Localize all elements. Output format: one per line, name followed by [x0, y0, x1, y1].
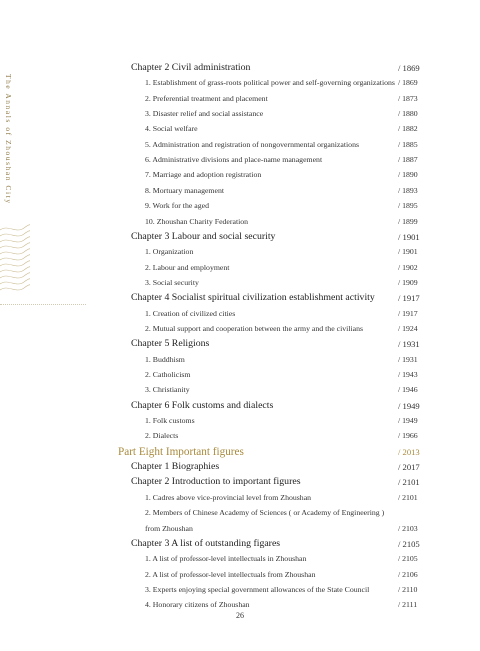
toc-entry-page: / 2106 — [398, 569, 418, 579]
toc-entry-title: 2. Labour and employment — [145, 262, 230, 272]
toc-entry-title: 3. Social security — [145, 277, 199, 287]
toc-entry-page: / 1917 — [398, 293, 420, 304]
toc-section-row[interactable] — [0, 428, 480, 444]
toc-entry-title: 1. Establishment of grass-roots political power and self-governing organizations — [145, 78, 395, 88]
toc-section-row[interactable] — [0, 75, 480, 91]
toc-section-row[interactable] — [0, 321, 480, 337]
toc-entry-page: / 1902 — [398, 262, 418, 272]
toc-entry-page: / 1887 — [398, 155, 418, 165]
toc-entry-page: / 2105 — [398, 538, 420, 549]
toc-chapter-row[interactable] — [0, 229, 480, 245]
toc-entry-title: 1. Organization — [145, 247, 194, 257]
toc-entry-title: Chapter 2 Civil administration — [131, 62, 251, 73]
toc-entry-title: 4. Honorary citizens of Zhoushan — [145, 600, 250, 610]
page-number: 26 — [236, 611, 244, 620]
toc-entry-title: 1. Buddhism — [145, 354, 185, 364]
toc-entry-page: / 1882 — [398, 124, 418, 134]
toc-entry-title: Part Eight Important figures — [118, 445, 244, 458]
toc-entry-page: / 2101 — [398, 492, 418, 502]
toc-section-row[interactable] — [0, 91, 480, 107]
toc-entry-title: 1. Creation of civilized cities — [145, 308, 236, 318]
toc-section-row[interactable] — [0, 551, 480, 567]
toc-section-row[interactable] — [0, 567, 480, 583]
toc-entry-title: 1. A list of professor-level intellectuals in Zhoushan — [145, 554, 307, 564]
toc-entry-page: / 1966 — [398, 431, 418, 441]
toc-entry-title: 2. Dialects — [145, 431, 179, 441]
toc-entry-title: 5. Administration and registration of nongovernmental organizations — [145, 139, 360, 149]
toc-entry-page: / 2103 — [398, 523, 418, 533]
toc-section-row[interactable] — [0, 152, 480, 168]
toc-entry-page: / 1943 — [398, 370, 418, 379]
toc-entry-page: / 2110 — [398, 584, 418, 594]
toc-entry-page: / 1895 — [398, 201, 418, 211]
toc-section-row[interactable] — [0, 382, 480, 398]
toc-entry-title: 1. Folk customs — [145, 416, 195, 426]
toc-entry-title: 6. Administrative divisions and place-name management — [145, 155, 323, 165]
toc-section-row[interactable] — [0, 137, 480, 153]
toc-entry-title: 2. Mutual support and cooperation between the army and the civilians — [145, 323, 364, 333]
toc-section-row[interactable] — [0, 167, 480, 183]
toc-entry-page: / 1885 — [398, 139, 418, 149]
toc-section-row[interactable] — [0, 352, 480, 368]
toc-section-row[interactable] — [0, 198, 480, 214]
side-book-title: The Annals of Zhoushan City — [4, 74, 13, 205]
toc-entry-title: Chapter 4 Socialist spiritual civilization establishment activity — [131, 292, 375, 304]
toc-entry-page: / 2105 — [398, 554, 418, 564]
toc-section-row[interactable] — [0, 106, 480, 122]
toc-entry-page: / 1949 — [398, 400, 420, 411]
toc-entry-page: / 1931 — [398, 354, 418, 364]
toc-chapter-row[interactable] — [0, 290, 480, 306]
toc-section-row[interactable] — [0, 244, 480, 260]
toc-entry-title: Chapter 5 Religions — [131, 338, 210, 350]
toc-entry-page: / 2013 — [398, 446, 420, 457]
toc-section-row[interactable] — [0, 521, 480, 537]
toc-entry-title: 3. Christianity — [145, 385, 190, 395]
toc-entry-title: Chapter 2 Introduction to important figures — [131, 476, 301, 488]
toc-entry-page: / 1899 — [398, 216, 418, 226]
toc-entry-page: / 1946 — [398, 385, 418, 395]
toc-section-row[interactable] — [0, 121, 480, 137]
toc-section-row[interactable] — [0, 183, 480, 199]
toc-entry-title: 2. A list of professor-level intellectuals from Zhoushan — [145, 569, 316, 579]
toc-entry-page: / 2111 — [398, 600, 418, 610]
toc-entry-page: / 2017 — [398, 462, 420, 473]
toc-entry-title: Chapter 1 Biographies — [131, 461, 220, 473]
toc-entry-page: / 1869 — [398, 63, 420, 73]
toc-entry-page: / 1869 — [398, 78, 418, 88]
toc-chapter-row[interactable] — [0, 60, 480, 76]
toc-entry-title: 2. Members of Chinese Academy of Sciences ( or Academy of Engineering ) — [145, 508, 385, 518]
toc-entry-title: 2. Preferential treatment and placement — [145, 93, 268, 103]
toc-entry-page: / 1901 — [398, 247, 418, 257]
toc-section-row[interactable] — [0, 582, 480, 598]
toc-chapter-row[interactable] — [0, 459, 480, 475]
toc-entry-title: 3. Experts enjoying special government allowances of the State Council — [145, 584, 370, 594]
toc-chapter-row[interactable] — [0, 536, 480, 552]
toc-section-row[interactable] — [0, 505, 480, 521]
toc-entry-page: / 1880 — [398, 109, 418, 119]
toc-entry-title: 4. Social welfare — [145, 124, 198, 134]
toc-chapter-row[interactable] — [0, 336, 480, 352]
toc-entry-page: / 1917 — [398, 308, 418, 318]
toc-entry-page: / 1893 — [398, 185, 418, 195]
toc-section-row[interactable] — [0, 275, 480, 291]
toc-entry-title: Chapter 3 Labour and social security — [131, 230, 276, 242]
toc-entry-title: 8. Mortuary management — [145, 185, 225, 195]
toc-entry-page: / 1924 — [398, 323, 418, 333]
toc-entry-page: / 2101 — [398, 477, 420, 488]
toc-entry-page: / 1901 — [398, 231, 420, 242]
toc-section-row[interactable] — [0, 367, 480, 383]
toc-entry-title: 1. Cadres above vice-provincial level from Zhoushan — [145, 492, 312, 502]
toc-part-row[interactable] — [0, 444, 480, 460]
toc-entry-page: / 1949 — [398, 416, 418, 426]
toc-entry-page: / 1909 — [398, 277, 418, 287]
toc-chapter-row[interactable] — [0, 398, 480, 414]
toc-section-row[interactable] — [0, 490, 480, 506]
toc-entry-title: 7. Marriage and adoption registration — [145, 170, 262, 180]
toc-entry-title: 9. Work for the aged — [145, 201, 209, 211]
toc-entry-page: / 1931 — [398, 339, 420, 350]
toc-entry-title: 3. Disaster relief and social assistance — [145, 109, 264, 119]
toc-section-row[interactable] — [0, 306, 480, 322]
toc-entry-title: Chapter 6 Folk customs and dialects — [131, 399, 274, 411]
toc-entry-title: 10. Zhoushan Charity Federation — [145, 216, 249, 226]
toc-entry-page: / 1890 — [398, 170, 418, 180]
toc-entry-page: / 1873 — [398, 93, 418, 103]
toc-entry-title: 2. Catholicism — [145, 370, 191, 379]
toc-section-row[interactable] — [0, 260, 480, 276]
toc-section-row[interactable] — [0, 413, 480, 429]
toc-entry-title: Chapter 3 A list of outstanding figares — [131, 537, 281, 549]
toc-chapter-row[interactable] — [0, 474, 480, 490]
toc-entry-title: from Zhoushan — [145, 523, 193, 533]
toc-section-row[interactable] — [0, 214, 480, 230]
